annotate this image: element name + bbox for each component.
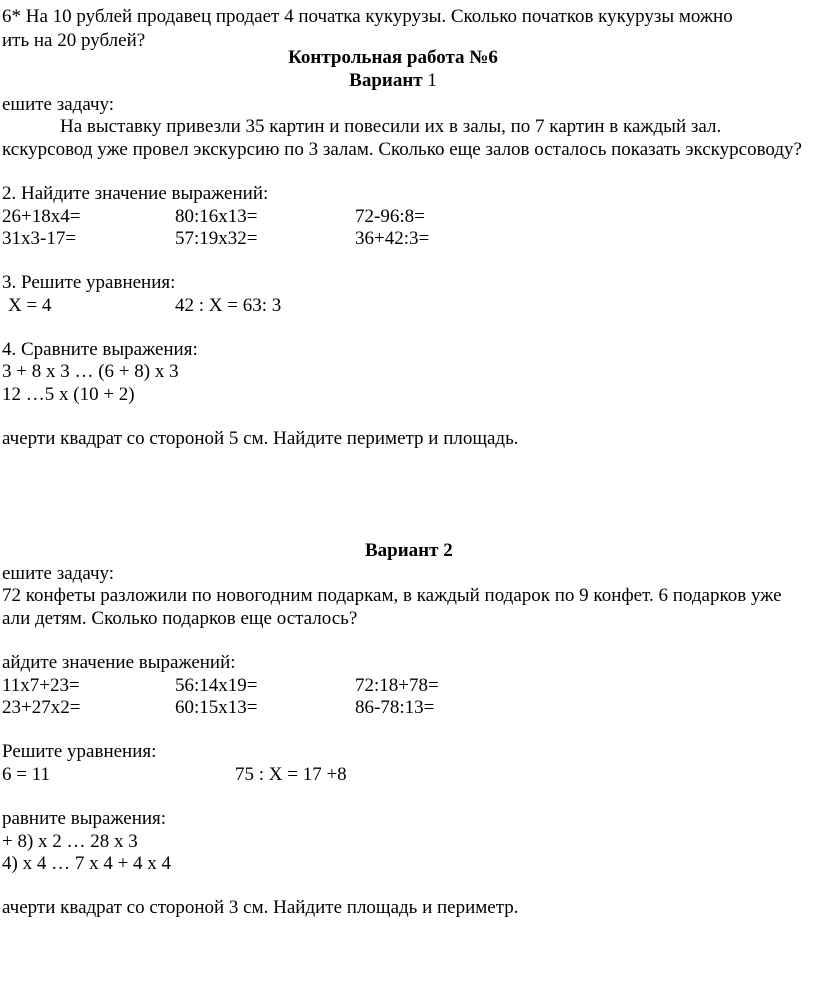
variant-1-heading-number: 1	[422, 70, 437, 91]
v1-expr-r2-c2: 57:19х32=	[175, 228, 258, 249]
v1-equation-1: Х = 4	[8, 295, 52, 316]
v2-task1-line-1: 72 конфеты разложили по новогодним подаркам, в каждый подарок по 9 конфет. 6 подарков уже	[2, 585, 782, 606]
v2-task1-label: ешите задачу:	[2, 563, 115, 584]
v2-expr-r1-c3: 72:18+78=	[355, 675, 439, 696]
v1-expr-r2-c3: 36+42:3=	[355, 228, 430, 249]
v2-expr-r2-c2: 60:15х13=	[175, 697, 258, 718]
v2-task5: ачерти квадрат со стороной 3 см. Найдите площадь и периметр.	[2, 897, 519, 918]
variant-1-heading-label: Вариант	[349, 70, 423, 91]
variant-1-heading	[0, 70, 786, 92]
v2-task4-label: равните выражения:	[2, 808, 167, 829]
v1-task1-label: ешите задачу:	[2, 94, 115, 115]
v1-task3-label: 3. Решите уравнения:	[2, 272, 176, 293]
v1-expr-r2-c1: 31х3-17=	[2, 228, 77, 249]
page-title: Контрольная работа №6	[288, 47, 498, 68]
v2-expr-r1-c1: 11х7+23=	[2, 675, 80, 696]
v2-expr-r1-c2: 56:14х19=	[175, 675, 258, 696]
v2-expr-r2-c3: 86-78:13=	[355, 697, 435, 718]
v2-expr-r2-c1: 23+27х2=	[2, 697, 81, 718]
v1-expr-r1-c3: 72-96:8=	[355, 206, 425, 227]
v1-compare-1: 3 + 8 х 3 … (6 + 8) х 3	[2, 361, 179, 382]
v1-task4-label: 4. Сравните выражения:	[2, 339, 198, 360]
variant-2-heading: Вариант 2	[365, 540, 453, 561]
v1-equation-2: 42 : Х = 63: 3	[175, 295, 282, 316]
top-task-line-2: ить на 20 рублей?	[2, 30, 146, 51]
v1-task1-line-1: На выставку привезли 35 картин и повесили их в залы, по 7 картин в каждый зал.	[60, 116, 722, 137]
v2-task2-label: айдите значение выражений:	[2, 652, 236, 673]
v1-task2-label: 2. Найдите значение выражений:	[2, 183, 269, 204]
v2-compare-1: + 8) х 2 … 28 х 3	[2, 831, 138, 852]
v1-compare-2: 12 …5 х (10 + 2)	[2, 384, 135, 405]
v2-equation-2: 75 : Х = 17 +8	[235, 764, 347, 785]
v2-equation-1: 6 = 11	[2, 764, 51, 785]
v1-expr-r1-c2: 80:16х13=	[175, 206, 258, 227]
v1-task1-line-2: кскурсовод уже провел экскурсию по 3 залам. Сколько еще залов осталось показать экскурсоводу?	[2, 139, 802, 160]
v2-task3-label: Решите уравнения:	[2, 741, 157, 762]
v2-compare-2: 4) х 4 … 7 х 4 + 4 х 4	[2, 853, 172, 874]
v1-task5: ачерти квадрат со стороной 5 см. Найдите периметр и площадь.	[2, 428, 519, 449]
v1-expr-r1-c1: 26+18х4=	[2, 206, 81, 227]
v2-task1-line-2: али детям. Сколько подарков еще осталось?	[2, 608, 358, 629]
top-task-line-1: 6* На 10 рублей продавец продает 4 початка кукурузы. Сколько початков кукурузы можно	[2, 6, 733, 27]
